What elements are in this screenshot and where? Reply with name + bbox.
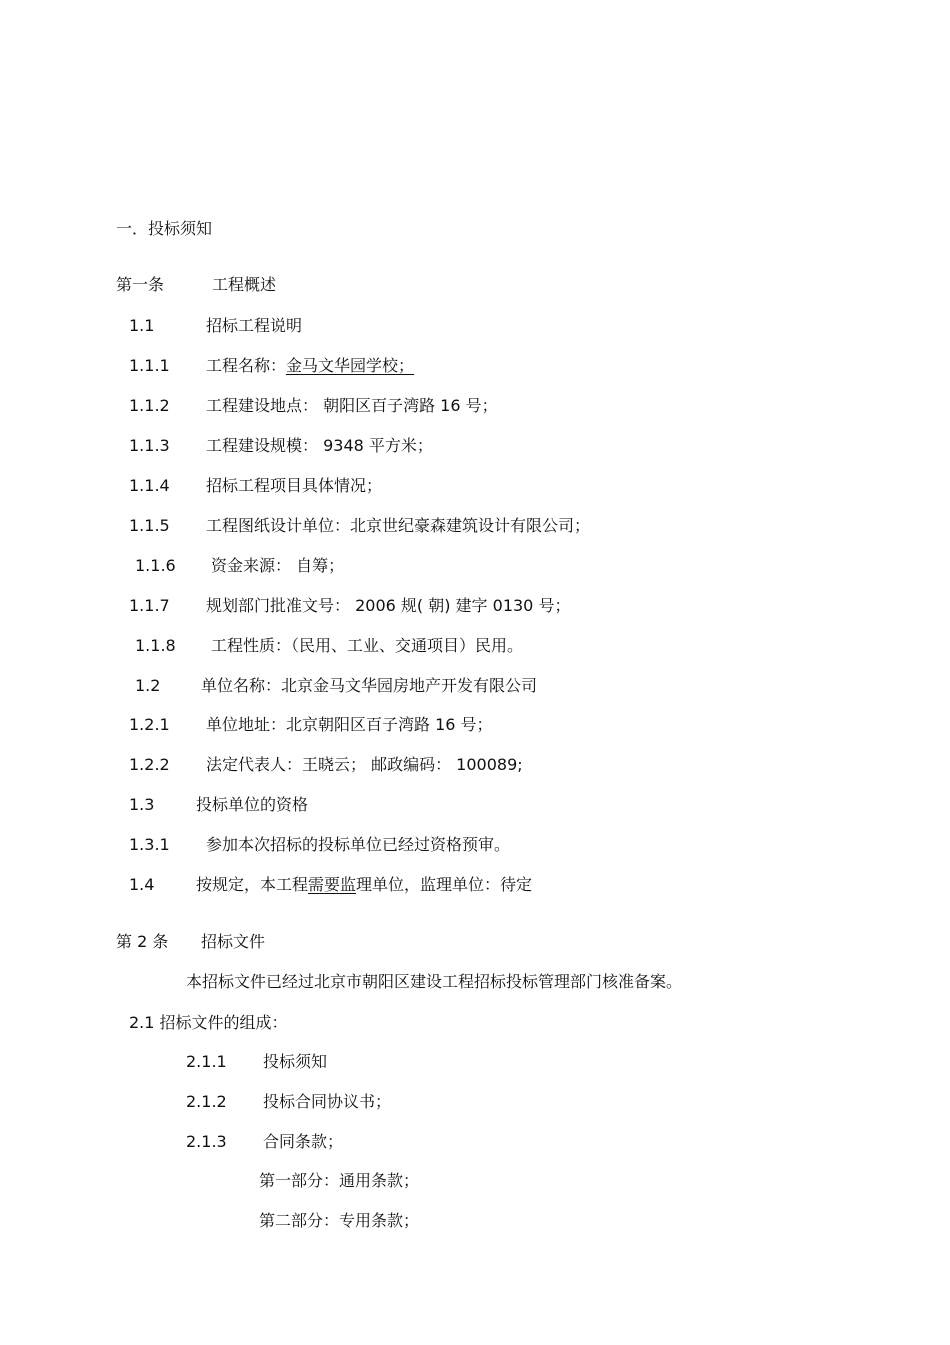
article-1-title: 工程概述 bbox=[212, 275, 277, 294]
item-text: 招标工程说明 bbox=[206, 316, 303, 335]
item-number: 1.1.8 bbox=[135, 636, 176, 655]
item-text-suffix: 理单位，监理单位：待定 bbox=[356, 875, 533, 894]
item-text: 工程建设规模： 9348 平方米； bbox=[206, 436, 433, 455]
item-label: 工程名称： bbox=[206, 356, 287, 375]
item-text: 合同条款； bbox=[263, 1132, 344, 1151]
item-text: 工程建设地点： 朝阳区百子湾路 16 号； bbox=[206, 396, 498, 415]
item-number: 1.1.2 bbox=[129, 396, 170, 415]
contract-part: 第一部分：通用条款； bbox=[259, 1171, 420, 1190]
item-text: 投标单位的资格 bbox=[196, 795, 309, 814]
item-text: 单位地址：北京朝阳区百子湾路 16 号； bbox=[206, 715, 493, 734]
item-number: 1.1 bbox=[129, 316, 155, 335]
item-number: 1.3.1 bbox=[129, 835, 170, 854]
article-2-sub-heading: 2.1 招标文件的组成： bbox=[129, 1013, 288, 1032]
item-number: 2.1.2 bbox=[186, 1092, 227, 1111]
item-text: 法定代表人：王晓云； 邮政编码： 100089; bbox=[206, 755, 523, 774]
item-number: 2.1.1 bbox=[186, 1052, 227, 1071]
item-text-prefix: 按规定，本工程 bbox=[196, 875, 309, 894]
section-title: 一．投标须知 bbox=[116, 219, 213, 238]
item-text: 规划部门批准文号： 2006 规( 朝) 建字 0130 号； bbox=[206, 596, 571, 615]
item-number: 1.1.3 bbox=[129, 436, 170, 455]
item-number: 2.1.3 bbox=[186, 1132, 227, 1151]
item-text: 招标工程项目具体情况； bbox=[206, 476, 383, 495]
article-2-title: 招标文件 bbox=[201, 932, 266, 951]
article-2-label: 第 2 条 bbox=[116, 932, 169, 951]
project-name-value: 金马文华园学校； bbox=[286, 356, 415, 375]
item-number: 1.4 bbox=[129, 875, 155, 894]
item-text: 工程性质：（民用、工业、交通项目）民用。 bbox=[211, 636, 524, 655]
item-text-underlined: 需要监 bbox=[308, 875, 357, 894]
item-text: 资金来源： 自筹； bbox=[211, 556, 345, 575]
item-number: 1.1.5 bbox=[129, 516, 170, 535]
item-number: 1.1.1 bbox=[129, 356, 170, 375]
item-text: 单位名称：北京金马文华园房地产开发有限公司 bbox=[201, 676, 538, 695]
item-text bbox=[206, 356, 414, 376]
item-number: 1.1.4 bbox=[129, 476, 170, 495]
article-1-label: 第一条 bbox=[116, 275, 165, 294]
item-text: 参加本次招标的投标单位已经过资格预审。 bbox=[206, 835, 511, 854]
item-text bbox=[196, 875, 532, 895]
item-number: 1.3 bbox=[129, 795, 155, 814]
article-2-paragraph: 本招标文件已经过北京市朝阳区建设工程招标投标管理部门核准备案。 bbox=[186, 972, 683, 991]
item-number: 1.1.7 bbox=[129, 596, 170, 615]
item-text: 投标须知 bbox=[263, 1052, 328, 1071]
item-number: 1.1.6 bbox=[135, 556, 176, 575]
item-number: 1.2 bbox=[135, 676, 161, 695]
item-number: 1.2.2 bbox=[129, 755, 170, 774]
item-text: 投标合同协议书； bbox=[263, 1092, 392, 1111]
contract-part: 第二部分：专用条款； bbox=[259, 1211, 420, 1230]
item-text: 工程图纸设计单位：北京世纪豪森建筑设计有限公司； bbox=[206, 516, 591, 535]
item-number: 1.2.1 bbox=[129, 715, 170, 734]
